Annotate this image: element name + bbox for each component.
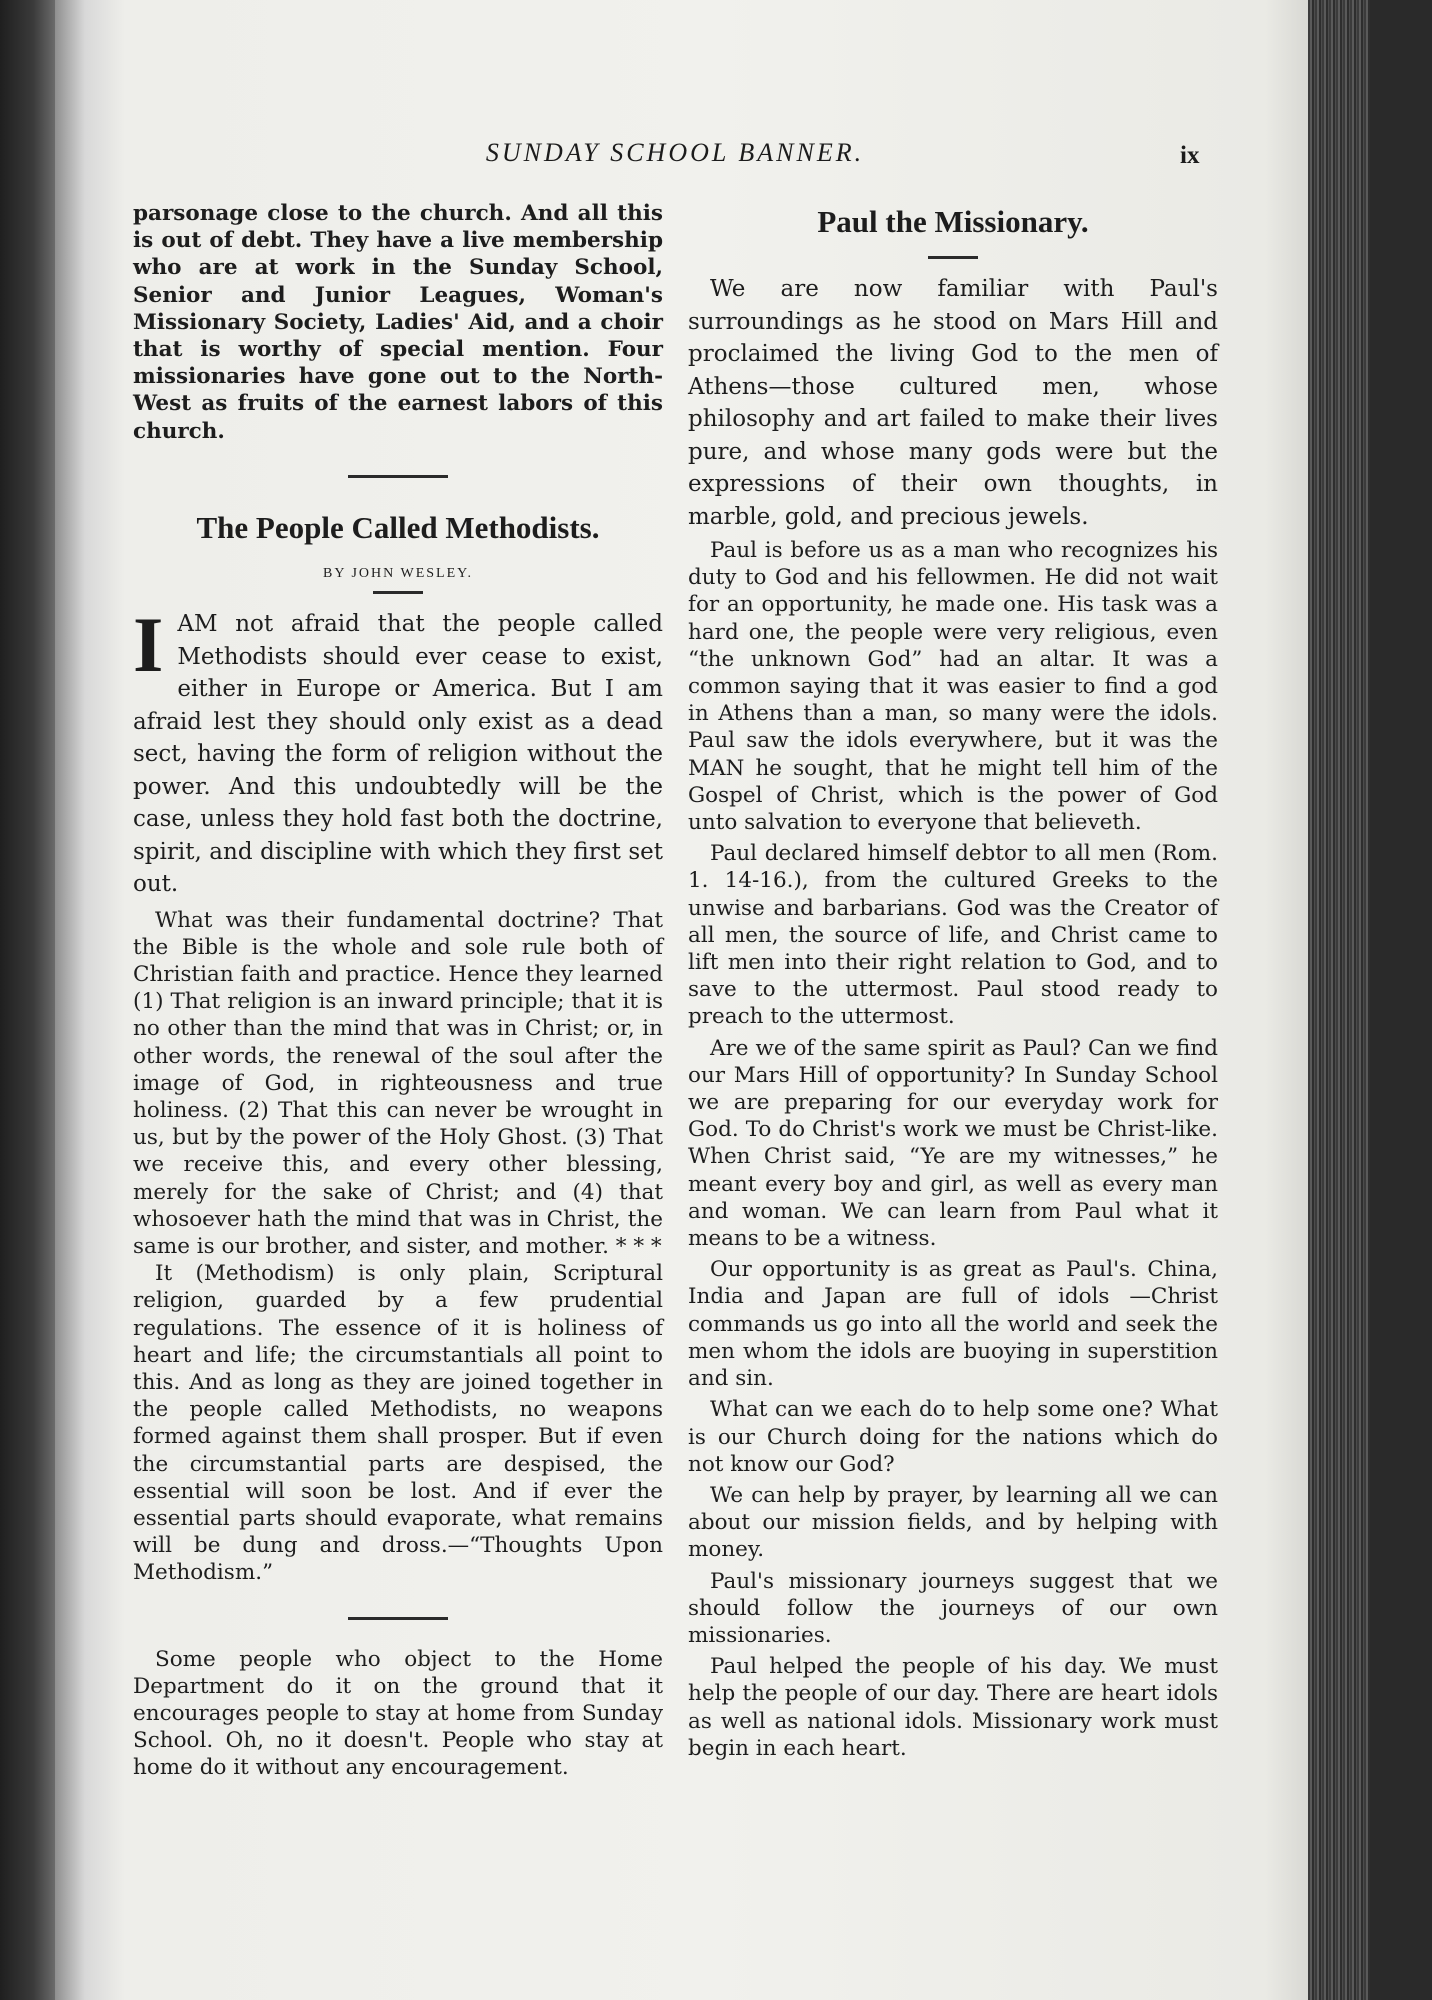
section-divider-2 <box>348 1617 448 1620</box>
paragraph-same-spirit: Are we of the same spirit as Paul? Can we find our Mars Hill of opportunity? In Sunday School we are preparing for our everyday work for God. To do Christ's work we must be Christ-like. When Christ said, “Ye are my witnesses,” he meant every boy and girl, as well as every man and woman. We can learn from Paul what it means to be a witness. <box>688 1035 1218 1252</box>
article-title-methodists: The People Called Methodists. <box>196 509 600 545</box>
right-column <box>688 200 1218 1762</box>
page-number: ix <box>1180 142 1200 169</box>
closing-paragraph: Some people who object to the Home Department do it on the ground that it encourages people to stay at home from Sunday School. Oh, no it doesn't. People who stay at home do it without any encouragement. <box>133 1646 663 1781</box>
paragraph-fundamental-doctrine: What was their fundamental doctrine? That the Bible is the whole and sole rule both of Christian faith and practice. Hence they learned (1) That religion is an inward principle; that it is no other than the mind that was in Christ; or, in other words, the renewal of the soul after the image of God, in righteousness and true holiness. (2) That this can never be wrought in us, but by the power of the Holy Ghost. (3) That we receive this, and every other blessing, merely for the sake of Christ; and (4) that whosoever hath the mind that was in Christ, the same is our brother, and sister, and mother. * * * <box>133 907 663 1259</box>
left-column <box>133 200 663 1782</box>
intro-block <box>133 601 663 901</box>
paragraph-duty: Paul is before us as a man who recognizes his duty to God and his fellowmen. He did not wait for an opportunity, he made one. His task was a hard one, the people were very religious, even “the unknown God” had an altar. It was a common saying that it was easier to find a god in Athens than a man, so many were the idols. Paul saw the idols everywhere, but it was the MAN he sought, that he might tell him of the Gospel of Christ, which is the power of God unto salvation to everyone that believeth. <box>688 538 1218 836</box>
page-left-edge <box>0 0 55 2000</box>
section-divider <box>348 475 448 478</box>
book-page-edges <box>1308 0 1370 2000</box>
paragraph-debtor: Paul declared himself debtor to all men (Rom. 1. 14-16.), from the cultured Greeks to the unwise and barbarians. God was the Creator of all men, the source of life, and Christ came to lift men into their right relation to God, and to save to the uttermost. Paul stood ready to preach to the uttermost. <box>688 841 1218 1030</box>
paragraph-help: What can we each do to help some one? What is our Church doing for the nations which do not know our God? <box>688 1397 1218 1477</box>
running-head: SUNDAY SCHOOL BANNER. <box>485 138 865 167</box>
byline: BY JOHN WESLEY. <box>323 565 473 581</box>
paragraph-prayer: We can help by prayer, by learning all we can about our mission fields, and by helping with money. <box>688 1482 1218 1563</box>
article-title-paul: Paul the Missionary. <box>817 204 1089 239</box>
paragraph-mars-hill: We are now familiar with Paul's surroundings as he stood on Mars Hill and proclaimed the living God to the men of Athens—those cultured men, whose philosophy and art failed to make their lives pure, and whose many gods were but the expressions of their own thoughts, in marble, gold, and precious jewels. <box>688 276 1218 530</box>
paragraph-methodism: It (Methodism) is only plain, Scriptural religion, guarded by a few prudential regulations. The essence of it is holiness of heart and life; the circumstantials all point to this. And as long as they are joined together in the people called Methodists, no weapons formed against them shall prosper. But if even the circumstantial parts are despised, the essential will soon be lost. And if ever the essential parts should evaporate, what remains will be dung and dross.—“Thoughts Upon Methodism.” <box>133 1261 663 1586</box>
title-divider <box>928 256 978 259</box>
paragraph-journeys: Paul's missionary journeys suggest that we should follow the journeys of our own missionaries. <box>688 1568 1218 1648</box>
drop-cap: I <box>133 601 164 689</box>
byline-divider <box>373 591 423 594</box>
intro-paragraph: AM not afraid that the people called Methodists should ever cease to exist, either in Europe or America. But I am afraid lest they should only exist as a dead sect, having the form of religion without the power. And this undoubtedly will be the case, unless they hold fast both the doctrine, spirit, and discipline with which they first set out. <box>133 611 663 898</box>
paragraph-heart-idols: Paul helped the people of his day. We must help the people of our day. There are heart idols as well as national idols. Missionary work must begin in each heart. <box>688 1654 1218 1761</box>
continued-paragraph: parsonage close to the church. And all this is out of debt. They have a live membership who are at work in the Sunday School, Senior and Junior Leagues, Woman's Missionary Society, Ladies' Aid, and a choir that is worthy of special mention. Four missionaries have gone out to the North-West as fruits of the earnest labors of this church. <box>133 201 663 444</box>
paragraph-opportunity: Our opportunity is as great as Paul's. China, India and Japan are full of idols —Christ commands us go into all the world and seek the men whom the idols are buoying in superstition and sin. <box>688 1257 1218 1392</box>
